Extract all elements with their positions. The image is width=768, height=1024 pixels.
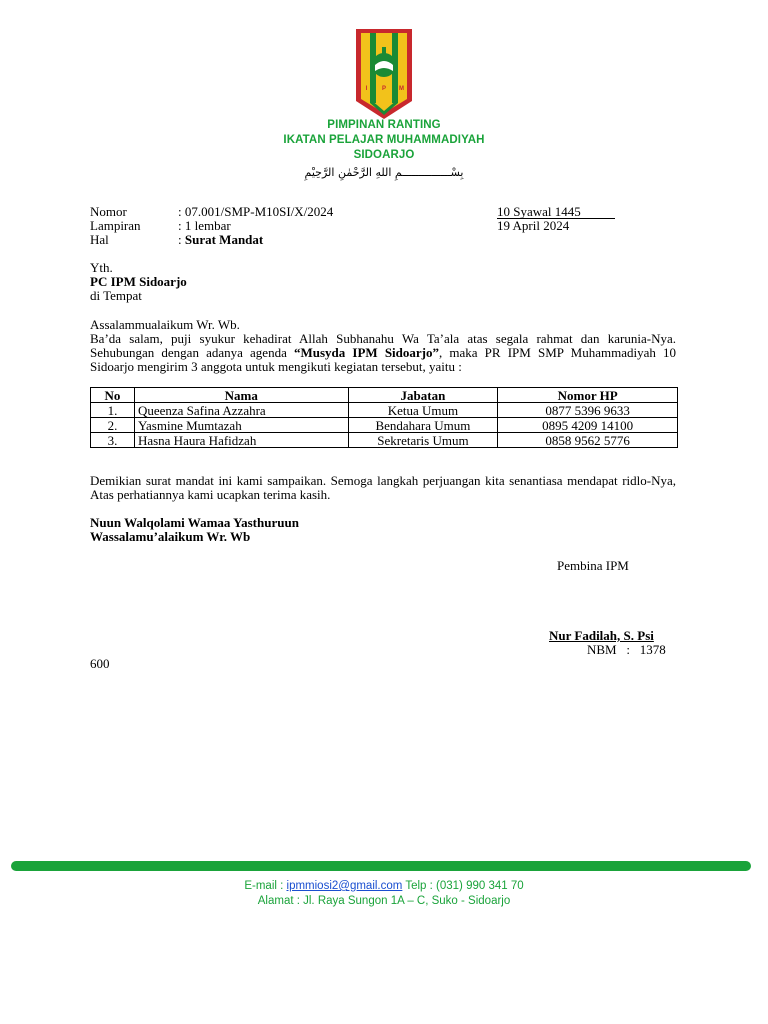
greeting: Assalammualaikum Wr. Wb.	[90, 317, 240, 332]
org-line-3: SIDOARJO	[353, 149, 415, 161]
lampiran-value: : 1 lembar	[178, 218, 231, 233]
cell-nama: Hasna Haura Hafidzah	[134, 433, 348, 448]
nomor-label: Nomor	[90, 204, 127, 219]
footer-address: Alamat : Jl. Raya Sungon 1A – C, Suko - Sidoarjo	[257, 895, 511, 907]
header-nama: Nama	[134, 388, 348, 403]
logo-letter-m: M	[399, 86, 404, 92]
footer-divider	[11, 861, 751, 871]
logo-letter-p: P	[381, 86, 387, 92]
table-row	[91, 418, 678, 433]
cell-no: 1.	[91, 403, 135, 418]
hal-label: Hal	[90, 232, 109, 247]
header-no: No	[91, 388, 135, 403]
stray-number: 600	[90, 656, 110, 671]
signer-name: Nur Fadilah, S. Psi	[549, 628, 654, 643]
cell-jabatan: Bendahara Umum	[348, 418, 498, 433]
footer-telp: Telp : (031) 990 341 70	[402, 880, 524, 892]
table-row	[91, 433, 678, 448]
recipient-block	[90, 261, 187, 303]
cell-hp: 0877 5396 9633	[498, 403, 678, 418]
footer-contact	[0, 880, 768, 892]
cell-nama: Queenza Safina Azzahra	[134, 403, 348, 418]
footer-email-label: E-mail :	[244, 880, 287, 892]
cell-hp: 0895 4209 14100	[498, 418, 678, 433]
meta-lampiran	[90, 219, 390, 233]
closing-wassalam: Wassalamu’alaikum Wr. Wb	[90, 529, 251, 544]
closing-paragraph: Demikian surat mandat ini kami sampaikan. Semoga langkah perjuangan kita senantiasa mendapat ridlo-Nya, Atas perhatiannya kami ucapkan terima kasih.	[90, 473, 676, 502]
footer-email-link[interactable]: ipmmiosi2@gmail.com	[286, 880, 403, 892]
closing-salam	[90, 516, 299, 544]
signer-nbm: NBM : 1378	[587, 642, 666, 657]
cell-jabatan: Sekretaris Umum	[348, 433, 498, 448]
recipient-name: PC IPM Sidoarjo	[90, 274, 187, 289]
cell-nama: Yasmine Mumtazah	[134, 418, 348, 433]
cell-no: 3.	[91, 433, 135, 448]
meta-hal	[90, 233, 390, 247]
hal-separator: :	[178, 232, 185, 247]
letter-dates	[497, 205, 615, 233]
date-hijri: 10 Syawal 1445	[497, 205, 615, 219]
body-para-before: Ba’da salam, puji syukur kehadirat Allah Subhanahu Wa Ta’ala atas segala rahmat dan karunia-Nya. Sehubungan dengan adanya agenda	[90, 331, 676, 360]
nomor-value: : 07.001/SMP-M10SI/X/2024	[178, 204, 334, 219]
table-row	[91, 403, 678, 418]
letter-body	[90, 318, 676, 374]
org-line-1: PIMPINAN RANTING	[327, 119, 441, 131]
recipient-yth: Yth.	[90, 260, 113, 275]
members-table	[90, 387, 678, 448]
logo-letter-i: I	[365, 86, 368, 92]
cell-hp: 0858 9562 5776	[498, 433, 678, 448]
cell-no: 2.	[91, 418, 135, 433]
body-event-name: “Musyda IPM Sidoarjo”	[293, 345, 439, 360]
table-header-row	[91, 388, 678, 403]
body-para-after: , maka PR IPM SMP Muhammadiyah 10 Sidoarjo mengirim 3 anggota untuk mengikuti kegiatan tersebut, yaitu :	[90, 345, 676, 374]
lampiran-label: Lampiran	[90, 218, 141, 233]
basmalah: بِسْـــــــــــــــمِ اللهِ الرَّحْمٰنِ الرَّحِيْمِ	[304, 166, 464, 179]
date-masehi: 19 April 2024	[497, 218, 570, 233]
header-jabatan: Jabatan	[348, 388, 498, 403]
hal-value-wrap	[178, 233, 263, 247]
hal-value: Surat Mandat	[184, 232, 264, 247]
signer-role: Pembina IPM	[557, 558, 629, 573]
meta-nomor	[90, 205, 390, 219]
body-paragraph	[90, 332, 676, 374]
recipient-place: di Tempat	[90, 288, 142, 303]
org-line-2: IKATAN PELAJAR MUHAMMADIYAH	[283, 134, 485, 146]
header-hp: Nomor HP	[498, 388, 678, 403]
closing-motto: Nuun Walqolami Wamaa Yasthuruun	[90, 515, 299, 530]
cell-jabatan: Ketua Umum	[348, 403, 498, 418]
letter-meta	[90, 205, 390, 247]
ipm-logo	[354, 27, 414, 121]
